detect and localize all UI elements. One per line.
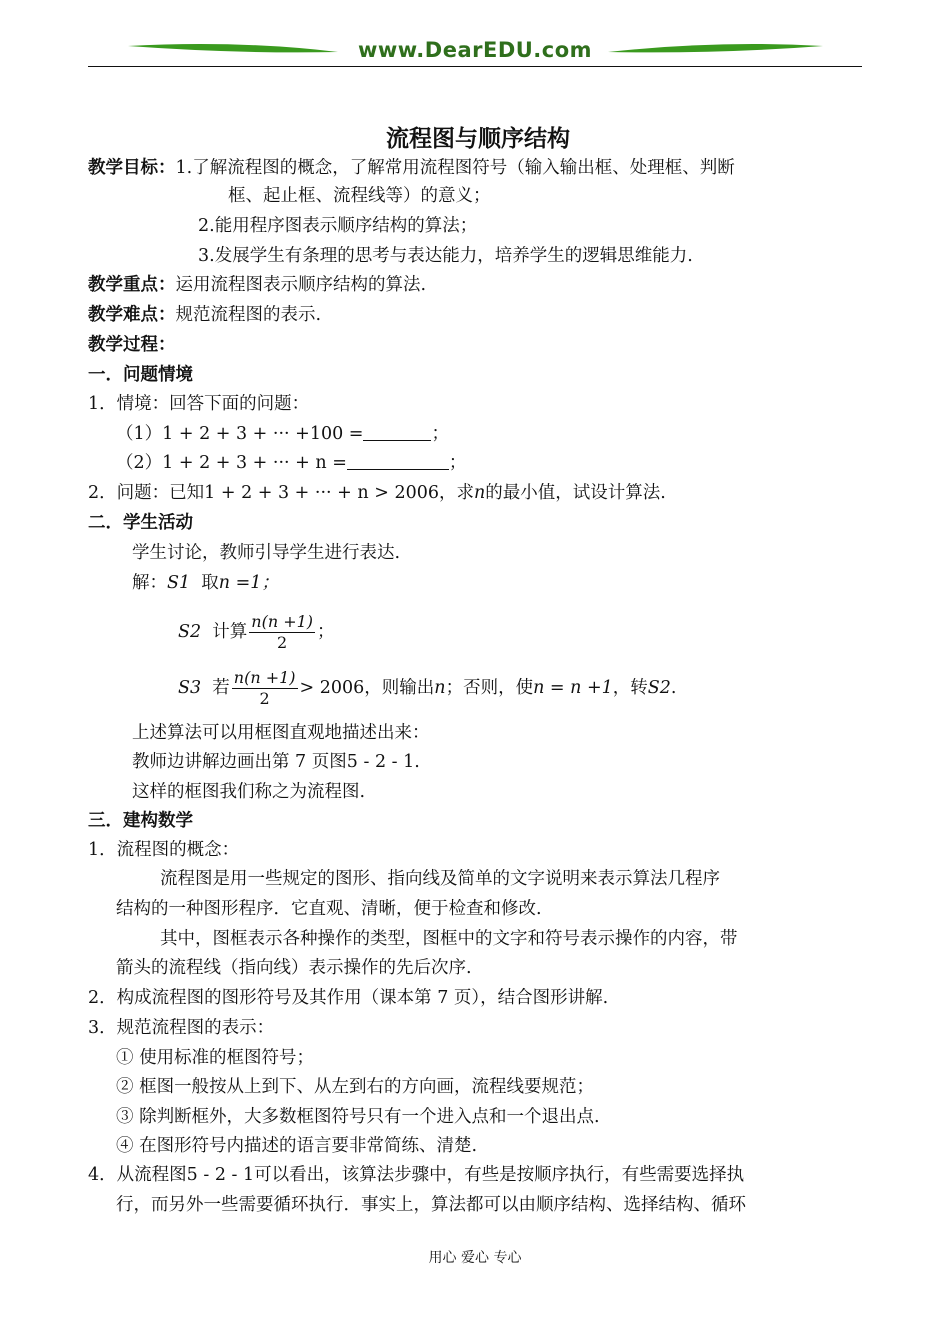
step-3-comparison: > 2006 xyxy=(299,678,365,698)
step-1-text: 取 xyxy=(201,573,219,593)
item4-text-b: 可以看出，该算法步骤中，有些是按顺序执行，有些需要选择执 xyxy=(254,1165,745,1185)
s3-rule-3: ③ 除判断框外，大多数框图符号只有一个进入点和一个退出点. xyxy=(116,1107,600,1127)
goal-1b: 框、起止框、流程线等）的意义； xyxy=(228,186,491,206)
q2-answer-blank xyxy=(347,451,449,470)
item4-text-a: 4．从流程图 xyxy=(88,1165,187,1185)
goal-2: 2.能用程序图表示顺序结构的算法； xyxy=(198,216,478,236)
s3-rule-2: ② 框图一般按从上到下、从左到右的方向画，流程线要规范； xyxy=(116,1077,595,1097)
step-3-text-d: ，转 xyxy=(612,678,648,698)
step-3-goto: S2 xyxy=(647,678,671,698)
s3-item-1-para-2a: 其中，图框表示各种操作的类型，图框中的文字和符号表示操作的内容，带 xyxy=(160,929,738,949)
site-logo-text: www.DearEDU.com xyxy=(357,38,593,62)
q2-prefix: （2） xyxy=(116,453,163,473)
step-2-label: S2 xyxy=(178,622,202,642)
s3-item-3: 3．规范流程图的表示： xyxy=(88,1018,275,1038)
p3-text: 教师边讲解边画出第 7 页图 xyxy=(132,752,347,772)
q2-end: ； xyxy=(448,453,467,473)
p3-end: . xyxy=(414,752,420,772)
goals-line-1 xyxy=(88,155,735,181)
s3-item-1-para-1b: 结构的一种图形程序．它直观、清晰，便于检查和修改. xyxy=(116,899,542,919)
difficulty-point xyxy=(88,302,321,328)
item2-text-b: ，求 xyxy=(438,483,474,503)
s1-question-1 xyxy=(116,421,449,447)
q1-prefix: （1） xyxy=(116,424,163,444)
step-3-end: . xyxy=(670,678,677,698)
item2-text-c: 的最小值，试设计算法. xyxy=(485,483,666,503)
page-title: 流程图与顺序结构 xyxy=(386,126,570,152)
section-2-heading: 二．学生活动 xyxy=(88,513,193,533)
p3-figure-number: 5 - 2 - 1 xyxy=(346,752,415,772)
section-1-heading: 一．问题情境 xyxy=(88,365,193,385)
s3-rule-4: ④ 在图形符号内描述的语言要非常简练、清楚. xyxy=(116,1136,478,1156)
step-3-label: S3 xyxy=(178,678,202,698)
item2-variable-n: n xyxy=(473,483,486,503)
s2-paragraph-1: 学生讨论，教师引导学生进行表达. xyxy=(132,543,401,563)
s1-question-2 xyxy=(116,450,466,476)
step-3-variable-n: n xyxy=(434,678,446,698)
q1-expression: 1 + 2 + 3 + ··· +100 = xyxy=(162,424,364,444)
page-footer: 用心 爱心 专心 xyxy=(428,1250,522,1266)
step-1-label: S1 xyxy=(167,573,191,593)
s2-step-2 xyxy=(178,612,335,656)
fraction-denominator: 2 xyxy=(259,689,270,708)
s2-step-1 xyxy=(132,570,279,596)
step-2-text: 计算 xyxy=(212,622,248,642)
step-2-fraction xyxy=(249,612,315,653)
s3-item-4-continued: 行，而另外一些需要循环执行．事实上，算法都可以由顺序结构、选择结构、循环 xyxy=(116,1195,746,1215)
s1-item-2 xyxy=(88,480,666,506)
step-3-fraction xyxy=(232,668,298,709)
s1-item-1: 1．情境：回答下面的问题： xyxy=(88,394,310,414)
difficulty-label: 教学难点： xyxy=(88,305,176,325)
difficulty-text: 规范流程图的表示. xyxy=(175,305,322,325)
step-3-text-c: ；否则，使 xyxy=(445,678,534,698)
key-point xyxy=(88,272,426,298)
goal-1a: 1.了解流程图的概念，了解常用流程图符号（输入输出框、处理框、判断 xyxy=(175,158,735,178)
s2-step-3 xyxy=(178,668,676,712)
fraction-denominator: 2 xyxy=(277,633,288,652)
item4-figure-number: 5 - 2 - 1 xyxy=(186,1165,255,1185)
s2-paragraph-3 xyxy=(132,749,420,775)
s3-item-2: 2．构成流程图的图形符号及其作用（课本第 7 页），结合图形讲解. xyxy=(88,988,609,1008)
s3-item-1: 1．流程图的概念： xyxy=(88,840,240,860)
fraction-numerator: n(n +1) xyxy=(251,612,314,631)
step-3-expression: n = n +1 xyxy=(533,678,613,698)
s3-item-1-para-2b: 箭头的流程线（指向线）表示操作的先后次序. xyxy=(116,958,472,978)
s2-paragraph-2: 上述算法可以用框图直观地描述出来： xyxy=(132,723,430,743)
step-3-text: 若 xyxy=(212,678,230,698)
s3-item-4 xyxy=(88,1162,744,1188)
item2-text-a: 2．问题：已知 xyxy=(88,483,205,503)
step-3-text-b: ，则输出 xyxy=(364,678,435,698)
page-header xyxy=(88,36,862,70)
section-3-heading: 三．建构数学 xyxy=(88,811,193,831)
s2-paragraph-4: 这样的框图我们称之为流程图. xyxy=(132,782,366,802)
key-text: 运用流程图表示顺序结构的算法. xyxy=(175,275,427,295)
s3-item-1-para-1a: 流程图是用一些规定的图形、指向线及简单的文字说明来表示算法几程序 xyxy=(160,869,720,889)
step-1-expression: n =1； xyxy=(218,573,279,593)
q1-answer-blank xyxy=(363,422,431,441)
header-rule xyxy=(88,66,862,67)
goal-3: 3.发展学生有条理的思考与表达能力，培养学生的逻辑思维能力. xyxy=(198,246,693,266)
q2-expression: 1 + 2 + 3 + ··· + n = xyxy=(162,453,347,473)
goals-label: 教学目标： xyxy=(88,158,176,178)
q1-end: ； xyxy=(431,424,449,444)
fraction-numerator: n(n +1) xyxy=(233,668,296,687)
s3-rule-1: ① 使用标准的框图符号； xyxy=(116,1048,315,1068)
item2-expression: 1 + 2 + 3 + ··· + n > 2006 xyxy=(204,483,439,503)
solution-label: 解： xyxy=(132,573,167,593)
process-label: 教学过程： xyxy=(88,335,176,355)
key-label: 教学重点： xyxy=(88,275,176,295)
step-2-end: ； xyxy=(317,622,335,642)
